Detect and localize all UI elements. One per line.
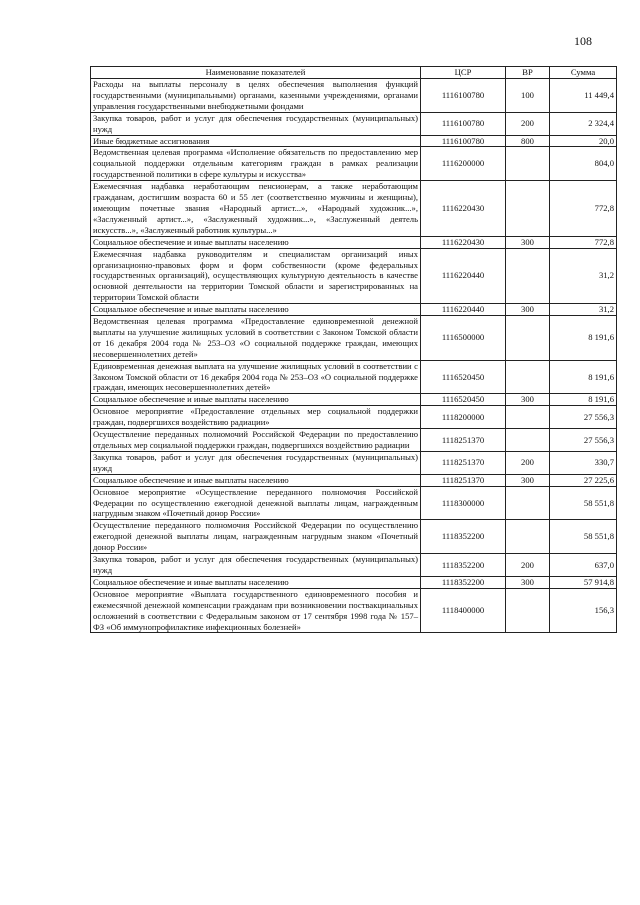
- cell-csr: 1118251370: [421, 474, 506, 486]
- cell-vr: [506, 181, 550, 237]
- table-row: [91, 304, 617, 316]
- cell-vr: 100: [506, 79, 550, 113]
- cell-name: Социальное обеспечение и иные выплаты населению: [91, 304, 421, 316]
- cell-sum: 804,0: [550, 147, 617, 181]
- table-row: [91, 147, 617, 181]
- cell-csr: 1118251370: [421, 429, 506, 452]
- table-body: [91, 79, 617, 633]
- cell-name: Основное мероприятие «Предоставление отдельных мер социальной поддержки граждан, подвергшихся воздействию радиации»: [91, 406, 421, 429]
- cell-csr: 1118300000: [421, 486, 506, 520]
- table-row: [91, 79, 617, 113]
- header-name: Наименование показателей: [91, 67, 421, 79]
- cell-vr: 300: [506, 236, 550, 248]
- cell-csr: 1116520450: [421, 394, 506, 406]
- cell-sum: 156,3: [550, 588, 617, 633]
- cell-vr: [506, 520, 550, 554]
- cell-vr: [506, 147, 550, 181]
- cell-sum: 27 225,6: [550, 474, 617, 486]
- table-row: [91, 135, 617, 147]
- cell-vr: [506, 316, 550, 361]
- cell-name: Закупка товаров, работ и услуг для обеспечения государственных (муниципальных) нужд: [91, 451, 421, 474]
- header-sum: Сумма: [550, 67, 617, 79]
- table-row: [91, 248, 617, 304]
- cell-sum: 27 556,3: [550, 429, 617, 452]
- table-row: [91, 112, 617, 135]
- table-row: [91, 236, 617, 248]
- table-row: [91, 316, 617, 361]
- cell-csr: 1116220430: [421, 236, 506, 248]
- cell-sum: 8 191,6: [550, 360, 617, 394]
- cell-sum: 27 556,3: [550, 406, 617, 429]
- cell-name: Социальное обеспечение и иные выплаты населению: [91, 236, 421, 248]
- cell-csr: 1118352200: [421, 554, 506, 577]
- cell-csr: 1118251370: [421, 451, 506, 474]
- cell-csr: 1118400000: [421, 588, 506, 633]
- cell-sum: 31,2: [550, 304, 617, 316]
- cell-csr: 1116520450: [421, 360, 506, 394]
- cell-name: Осуществление переданных полномочий Российской Федерации по предоставлению отдельных мер социальной поддержки граждан, подвергшихся воздействию радиации: [91, 429, 421, 452]
- table-row: [91, 474, 617, 486]
- cell-sum: 11 449,4: [550, 79, 617, 113]
- cell-name: Социальное обеспечение и иные выплаты населению: [91, 394, 421, 406]
- table-row: [91, 429, 617, 452]
- cell-vr: 300: [506, 576, 550, 588]
- cell-csr: 1118200000: [421, 406, 506, 429]
- table-header-row: [91, 67, 617, 79]
- cell-name: Закупка товаров, работ и услуг для обеспечения государственных (муниципальных) нужд: [91, 554, 421, 577]
- cell-csr: 1116100780: [421, 112, 506, 135]
- cell-name: Основное мероприятие «Выплата государственного единовременного пособия и ежемесячной денежной компенсации гражданам при возникновении поствакцинальных осложнений в соответствии с Федеральным законом от 17 сентября 1998 года № 157–ФЗ «Об иммунопрофилактике инфекционных болезней»: [91, 588, 421, 633]
- cell-name: Ежемесячная надбавка неработающим пенсионерам, а также неработающим гражданам, достигшим возраста 60 и 55 лет (соответственно мужчины и женщины), имеющим почетные звания «Народный артист...», «Народный художник...», «Заслуженный артист...», «Заслуженный художник...», «Заслуженный деятель искусств...», «Заслуженный работник культуры...»: [91, 181, 421, 237]
- table-row: [91, 394, 617, 406]
- cell-sum: 330,7: [550, 451, 617, 474]
- header-vr: ВР: [506, 67, 550, 79]
- cell-vr: 200: [506, 112, 550, 135]
- table-row: [91, 360, 617, 394]
- cell-name: Социальное обеспечение и иные выплаты населению: [91, 576, 421, 588]
- table-row: [91, 451, 617, 474]
- cell-name: Ведомственная целевая программа «Предоставление единовременной денежной выплаты на улучшение жилищных условий в соответствии с Законом Томской области от 16 декабря 2004 года № 253–ОЗ «О социальной поддержке граждан, имеющих несовершеннолетних детей»: [91, 316, 421, 361]
- cell-csr: 1116220440: [421, 248, 506, 304]
- cell-name: Единовременная денежная выплата на улучшение жилищных условий в соответствии с Законом Томской области от 16 декабря 2004 года № 253–ОЗ «О социальной поддержке граждан, имеющих несовершеннолетних детей»: [91, 360, 421, 394]
- cell-name: Ведомственная целевая программа «Исполнение обязательств по предоставлению мер социальной поддержки отдельным категориям граждан в рамках реализации государственной политики в сфере культуры и искусства»: [91, 147, 421, 181]
- cell-sum: 2 324,4: [550, 112, 617, 135]
- cell-sum: 8 191,6: [550, 316, 617, 361]
- cell-sum: 8 191,6: [550, 394, 617, 406]
- cell-sum: 58 551,8: [550, 520, 617, 554]
- table-row: [91, 576, 617, 588]
- cell-name: Ежемесячная надбавка руководителям и специалистам организаций иных организационно-правовых форм и форм собственности (кроме федеральных государственных организаций), осуществляющих культурную деятельность в качестве основной деятельности на территории Томской области и зарегистрированных на территории Томской области: [91, 248, 421, 304]
- cell-name: Осуществление переданного полномочия Российской Федерации по осуществлению ежегодной денежной выплаты лицам, награжденным нагрудным знаком «Почетный донор России»: [91, 520, 421, 554]
- cell-sum: 772,8: [550, 236, 617, 248]
- cell-vr: 300: [506, 474, 550, 486]
- page-number: 108: [574, 34, 592, 48]
- cell-vr: [506, 429, 550, 452]
- table-row: [91, 554, 617, 577]
- cell-csr: 1116100780: [421, 79, 506, 113]
- cell-vr: [506, 486, 550, 520]
- cell-sum: 637,0: [550, 554, 617, 577]
- cell-sum: 57 914,8: [550, 576, 617, 588]
- cell-vr: 300: [506, 394, 550, 406]
- cell-vr: 200: [506, 451, 550, 474]
- cell-vr: [506, 248, 550, 304]
- cell-vr: 300: [506, 304, 550, 316]
- table-row: [91, 520, 617, 554]
- cell-sum: 58 551,8: [550, 486, 617, 520]
- cell-vr: [506, 588, 550, 633]
- table-row: [91, 486, 617, 520]
- cell-vr: [506, 406, 550, 429]
- cell-name: Расходы на выплаты персоналу в целях обеспечения выполнения функций государственными (муниципальными) органами, казенными учреждениями, органами управления государственными внебюджетными фондами: [91, 79, 421, 113]
- cell-csr: 1116200000: [421, 147, 506, 181]
- cell-csr: 1118352200: [421, 576, 506, 588]
- cell-sum: 20,0: [550, 135, 617, 147]
- header-csr: ЦСР: [421, 67, 506, 79]
- cell-vr: 200: [506, 554, 550, 577]
- table-row: [91, 406, 617, 429]
- budget-table: [90, 66, 617, 633]
- cell-vr: [506, 360, 550, 394]
- cell-vr: 800: [506, 135, 550, 147]
- cell-csr: 1116100780: [421, 135, 506, 147]
- cell-sum: 772,8: [550, 181, 617, 237]
- cell-name: Закупка товаров, работ и услуг для обеспечения государственных (муниципальных) нужд: [91, 112, 421, 135]
- cell-sum: 31,2: [550, 248, 617, 304]
- table-row: [91, 181, 617, 237]
- cell-csr: 1118352200: [421, 520, 506, 554]
- cell-name: Основное мероприятие «Осуществление переданного полномочия Российской Федерации по осуществлению ежегодной денежной выплаты лицам, награжденным нагрудным знаком «Почетный донор России»: [91, 486, 421, 520]
- table-row: [91, 588, 617, 633]
- cell-csr: 1116220440: [421, 304, 506, 316]
- cell-name: Социальное обеспечение и иные выплаты населению: [91, 474, 421, 486]
- cell-csr: 1116500000: [421, 316, 506, 361]
- cell-name: Иные бюджетные ассигнования: [91, 135, 421, 147]
- cell-csr: 1116220430: [421, 181, 506, 237]
